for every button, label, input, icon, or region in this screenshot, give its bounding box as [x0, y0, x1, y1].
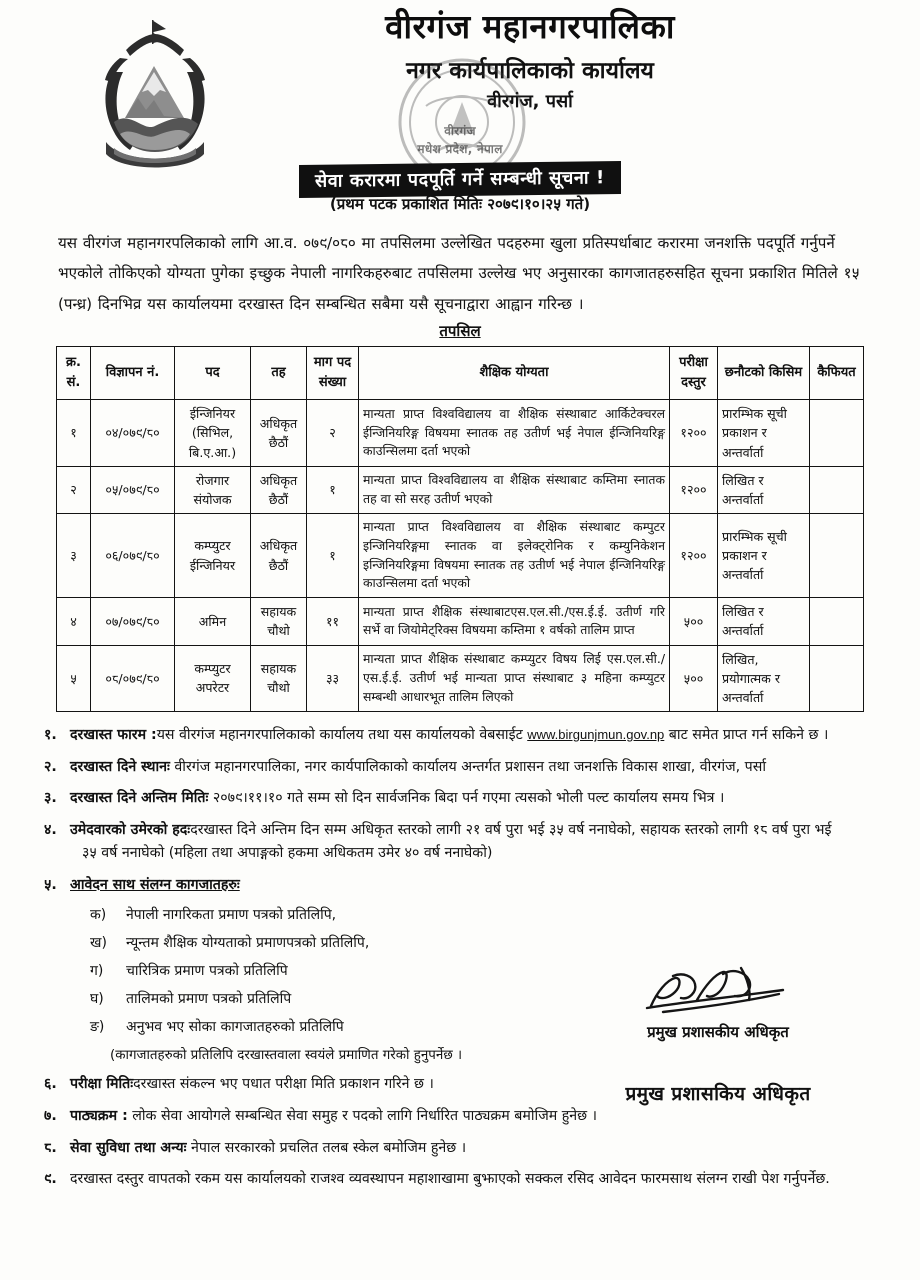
vacancy-table — [56, 346, 864, 712]
note-text: दरखास्त दस्तुर वापतको रकम यस कार्यालयको राजश्व व्यवस्थापन महाशाखामा बुझाएको सक्कल रसिद आवेदन फारमसाथ संलग्न राखी पेश गर्नुपर्नेछ. — [70, 1171, 830, 1188]
cell-vacancy-count: ३३ — [307, 645, 359, 711]
cell-ad-number: ०४/०७९/८० — [91, 400, 175, 466]
col-header-qualification: शैक्षिक योग्यता — [359, 347, 670, 400]
col-header-vacancy-count: माग पद संख्या — [307, 347, 359, 400]
header-titles — [230, 6, 830, 113]
cell-level: सहायक चौथो — [251, 645, 307, 711]
cell-exam-fee: १२०० — [670, 400, 718, 466]
note-item-7 — [44, 1105, 880, 1128]
notice-banner-wrapper — [0, 163, 920, 196]
note-text-line-2: ३५ वर्ष ननाघेको (महिला तथा अपाङ्गको हकमा अधिकतम उमेर ४० वर्ष ननाघेको) — [82, 844, 493, 861]
note-body — [70, 819, 880, 864]
cell-remark — [810, 513, 864, 597]
cell-ad-number: ०८/०७९/८० — [91, 645, 175, 711]
cell-ad-number: ०७/०७९/८० — [91, 598, 175, 645]
signature-block — [568, 962, 868, 1106]
intro-paragraph — [58, 228, 862, 319]
cell-serial: ४ — [57, 598, 91, 645]
website-link[interactable]: www.birgunjmun.gov.np — [527, 727, 665, 742]
sub-text: तालिमको प्रमाण पत्रको प्रतिलिपि — [126, 991, 292, 1008]
cell-qualification: मान्यता प्राप्त शैक्षिक संस्थाबाट कम्प्युटर विषय लिई एस.एल.सी./एस.ई.ई. उतीर्ण भई मान्यता प्राप्त संस्थाबाट ३ महिना कम्प्युटर सम्बन्धी आधारभूत तालिम लिएको — [359, 645, 670, 711]
cell-level: अधिकृत छैठौं — [251, 513, 307, 597]
vacancy-table-wrapper — [56, 346, 864, 712]
cell-ad-number: ०६/०७९/८० — [91, 513, 175, 597]
cell-vacancy-count: ११ — [307, 598, 359, 645]
col-header-remarks: कैफियत — [810, 347, 864, 400]
note-body — [70, 874, 880, 897]
cell-remark — [810, 598, 864, 645]
col-header-level: तह — [251, 347, 307, 400]
stamp-text-line-1: वीरगंज — [444, 124, 476, 138]
organization-location: वीरगंज, पर्सा — [487, 91, 573, 113]
cell-post: कम्प्युटर अपरेटर — [175, 645, 251, 711]
notes-section — [44, 724, 880, 1191]
list-item — [90, 933, 880, 954]
organization-title: वीरगंज महानगरपालिका — [385, 7, 675, 46]
note-label: दरखास्त फारम : — [70, 727, 157, 743]
cell-ad-number: ०५/०७९/८० — [91, 466, 175, 513]
sub-marker: घ) — [90, 991, 104, 1008]
note-label: सेवा सुविधा तथा अन्यः — [70, 1139, 187, 1156]
note-item-8 — [44, 1137, 880, 1160]
note-body — [70, 756, 880, 779]
note-body — [70, 787, 880, 810]
cell-exam-fee: १२०० — [670, 466, 718, 513]
attachments-parenthetical-note: (कागजातहरुको प्रतिलिपि दरखास्तवाला स्वयंले प्रमाणित गरेको हुनुपर्नेछ । — [110, 1048, 463, 1064]
schedule-label: तपसिल — [439, 322, 481, 341]
note-text-after: बाट समेत प्राप्त गर्न सकिने छ । — [664, 727, 829, 743]
note-item-1 — [44, 724, 880, 747]
cell-remark — [810, 645, 864, 711]
intro-line-3: (पन्ध्र) दिनभिव्र यस कार्यालयमा दरखास्त दिन सम्बन्धित सबैमा यसै सूचनाद्वारा आह्वान गरिन्छ । — [58, 294, 584, 313]
table-row — [57, 645, 864, 711]
signatory-title-printed: प्रमुख प्रशासकिय अधिकृत — [625, 1083, 811, 1105]
col-header-exam-fee: परीक्षा दस्तुर — [670, 347, 718, 400]
note-text: २०७९।११।१० गते सम्म सो दिन सार्वजनिक बिदा पर्न गएमा त्यसको भोली पल्ट कार्यालय समय भित्र । — [208, 790, 725, 807]
note-text: नेपाल सरकारको प्रचलित तलब स्केल बमोजिम हुनेछ । — [186, 1139, 467, 1156]
cell-remark — [810, 466, 864, 513]
cell-serial: ३ — [57, 513, 91, 597]
notice-banner-title: सेवा करारमा पदपूर्ति गर्ने सम्बन्धी सूचना ! — [299, 161, 621, 198]
intro-line-2: भएकोले तोकिएको योग्यता पुगेका इच्छुक नेपाली नागरिकहरुबाट तपसिलमा उल्लेख भए अनुसारका कागजातहरुसहित सूचना प्रकाशित मितिले १५ — [58, 264, 860, 283]
cell-selection-type: लिखित र अन्तर्वार्ता — [718, 466, 810, 513]
cell-serial: २ — [57, 466, 91, 513]
col-header-serial: क्र. सं. — [57, 347, 91, 400]
document-header — [0, 0, 920, 222]
sub-marker: ख) — [90, 935, 107, 952]
table-row — [57, 513, 864, 597]
note-item-9 — [44, 1168, 880, 1191]
cell-selection-type: लिखित, प्रयोगात्मक र अन्तर्वार्ता — [718, 645, 810, 711]
note-label: पाठ्यक्रम : — [70, 1108, 128, 1125]
note-text: दरखास्त दिने अन्तिम दिन सम्म अधिकृत स्तरको लागी २१ वर्ष पुरा भई ३५ वर्ष ननाघेको, सहायक स्तरको लागी १८ वर्ष पुरा भई — [190, 822, 832, 839]
sub-marker: क) — [90, 907, 107, 924]
cell-qualification: मान्यता प्राप्त विश्वविद्यालय वा शैक्षिक संस्थाबाट कम्तिमा स्नातक तह वा सो सरह उतीर्ण भएको — [359, 466, 670, 513]
signatory-title-stamp: प्रमुख प्रशासकीय अधिकृत — [647, 1023, 789, 1041]
note-item-5 — [44, 874, 880, 897]
col-header-selection-type: छनौटको किसिम — [718, 347, 810, 400]
note-marker: ५. — [44, 876, 57, 893]
cell-remark — [810, 400, 864, 466]
note-item-3 — [44, 787, 880, 810]
note-item-4 — [44, 819, 880, 864]
list-item — [90, 905, 880, 926]
cell-post: ईन्जिनियर (सिभिल, बि.ए.आ.) — [175, 400, 251, 466]
note-marker: ६. — [44, 1076, 57, 1093]
cell-serial: ५ — [57, 645, 91, 711]
note-marker: ३. — [44, 790, 57, 807]
cell-vacancy-count: १ — [307, 466, 359, 513]
publication-date: (प्रथम पटक प्रकाशित मितिः २०७९।१०।२५ गते) — [329, 195, 591, 213]
cell-selection-type: प्रारम्भिक सूची प्रकाशन र अन्तर्वार्ता — [718, 400, 810, 466]
table-row — [57, 400, 864, 466]
note-label: दरखास्त दिने स्थानः — [70, 758, 170, 775]
note-text: दरखास्त संकल्न भए पधात परीक्षा मिति प्रकाशन गरिने छ । — [133, 1076, 434, 1093]
cell-level: अधिकृत छैठौं — [251, 466, 307, 513]
cell-level: सहायक चौथो — [251, 598, 307, 645]
intro-line-1: यस वीरगंज महानगरपलिकाको लागि आ.व. ०७९/०८० मा तपसिलमा उल्लेखित पदहरुमा खुला प्रतिस्पर्धाबाट करारमा जनशक्ति पदपूर्ति गर्नुपर्ने — [58, 234, 835, 252]
table-row — [57, 598, 864, 645]
note-marker: ८. — [44, 1139, 57, 1156]
organization-subtitle: नगर कार्यपालिकाको कार्यालय — [406, 58, 654, 85]
note-marker: ४. — [44, 822, 57, 839]
stamp-text-line-2: मधेश प्रदेश, नेपाल — [417, 142, 503, 156]
cell-qualification: मान्यता प्राप्त विश्वविद्यालय वा शैक्षिक संस्थाबाट कम्पुटर इन्जिनियरिङ्गमा स्नातक वा इलेक्ट्रोनिक र कम्युनिकेशन इन्जिनियरिङ्गमा विषयमा स्नातक तह उतीर्ण भई नेपाल ईन्जिनियरिङ्ग काउन्सिलमा दर्ता भएको — [359, 513, 670, 597]
table-header-row — [57, 347, 864, 400]
note-item-2 — [44, 756, 880, 779]
note-label: दरखास्त दिने अन्तिम मितिः — [70, 790, 209, 807]
cell-post: कम्प्युटर ईन्जिनियर — [175, 513, 251, 597]
note-body — [70, 1168, 880, 1191]
note-marker: २. — [44, 758, 57, 775]
handwritten-signature-icon — [568, 962, 868, 1020]
note-label: परीक्षा मितिः — [70, 1076, 134, 1093]
table-row — [57, 466, 864, 513]
attachments-heading: आवेदन साथ संलग्न कागजातहरुः — [70, 876, 240, 893]
sub-marker: ङ) — [90, 1019, 105, 1036]
sub-text: अनुभव भए सोका कागजातहरुको प्रतिलिपि — [126, 1019, 344, 1036]
cell-exam-fee: ५०० — [670, 598, 718, 645]
note-label: उमेदवारको उमेरको हदः — [70, 822, 191, 839]
sub-text: चारित्रिक प्रमाण पत्रको प्रतिलिपि — [126, 963, 288, 980]
cell-qualification: मान्यता प्राप्त शैक्षिक संस्थाबाटएस.एल.सी./एस.ई.ई. उतीर्ण गरि सर्भे वा जियोमेट्रिक्स विषयमा कम्तिमा १ वर्षको तालिम प्राप्त — [359, 598, 670, 645]
sub-marker: ग) — [90, 963, 104, 980]
cell-vacancy-count: २ — [307, 400, 359, 466]
cell-post: रोजगार संयोजक — [175, 466, 251, 513]
col-header-post: पद — [175, 347, 251, 400]
col-header-ad-number: विज्ञापन नं. — [91, 347, 175, 400]
cell-selection-type: लिखित र अन्तर्वार्ता — [718, 598, 810, 645]
cell-level: अधिकृत छैठौं — [251, 400, 307, 466]
cell-serial: १ — [57, 400, 91, 466]
note-body — [70, 1105, 880, 1128]
sub-text: न्यून्तम शैक्षिक योग्यताको प्रमाणपत्रको प्रतिलिपि, — [126, 935, 370, 952]
note-marker: ७. — [44, 1108, 57, 1125]
sub-text: नेपाली नागरिकता प्रमाण पत्रको प्रतिलिपि, — [126, 907, 337, 924]
cell-qualification: मान्यता प्राप्त विश्वविद्यालय वा शैक्षिक संस्थाबाट आर्किटेक्चरल ईन्जिनियरिङ्ग विषयमा स्नातक तह उतीर्ण भई नेपाल ईन्जिनियरिङ्ग काउन्सिलमा दर्ता भएको — [359, 400, 670, 466]
note-body — [70, 724, 880, 747]
cell-exam-fee: ५०० — [670, 645, 718, 711]
note-marker: ९. — [44, 1171, 57, 1188]
cell-selection-type: प्रारम्भिक सूची प्रकाशन र अन्तर्वार्ता — [718, 513, 810, 597]
note-marker: १. — [44, 727, 57, 743]
note-text-before: यस वीरगंज महानगरपालिकाको कार्यालय तथा यस कार्यालयको वेबसाईट — [156, 727, 528, 743]
note-text: लोक सेवा आयोगले सम्बन्धित सेवा समुह र पदको लागि निर्धारित पाठ्यक्रम बमोजिम हुनेछ । — [127, 1108, 597, 1125]
cell-post: अमिन — [175, 598, 251, 645]
note-body — [70, 1137, 880, 1160]
note-text: वीरगंज महानगरपालिका, नगर कार्यपालिकाको कार्यालय अन्तर्गत प्रशासन तथा जनशक्ति विकास शाखा, वीरगंज, पर्सा — [169, 758, 767, 775]
cell-exam-fee: १२०० — [670, 513, 718, 597]
cell-vacancy-count: १ — [307, 513, 359, 597]
